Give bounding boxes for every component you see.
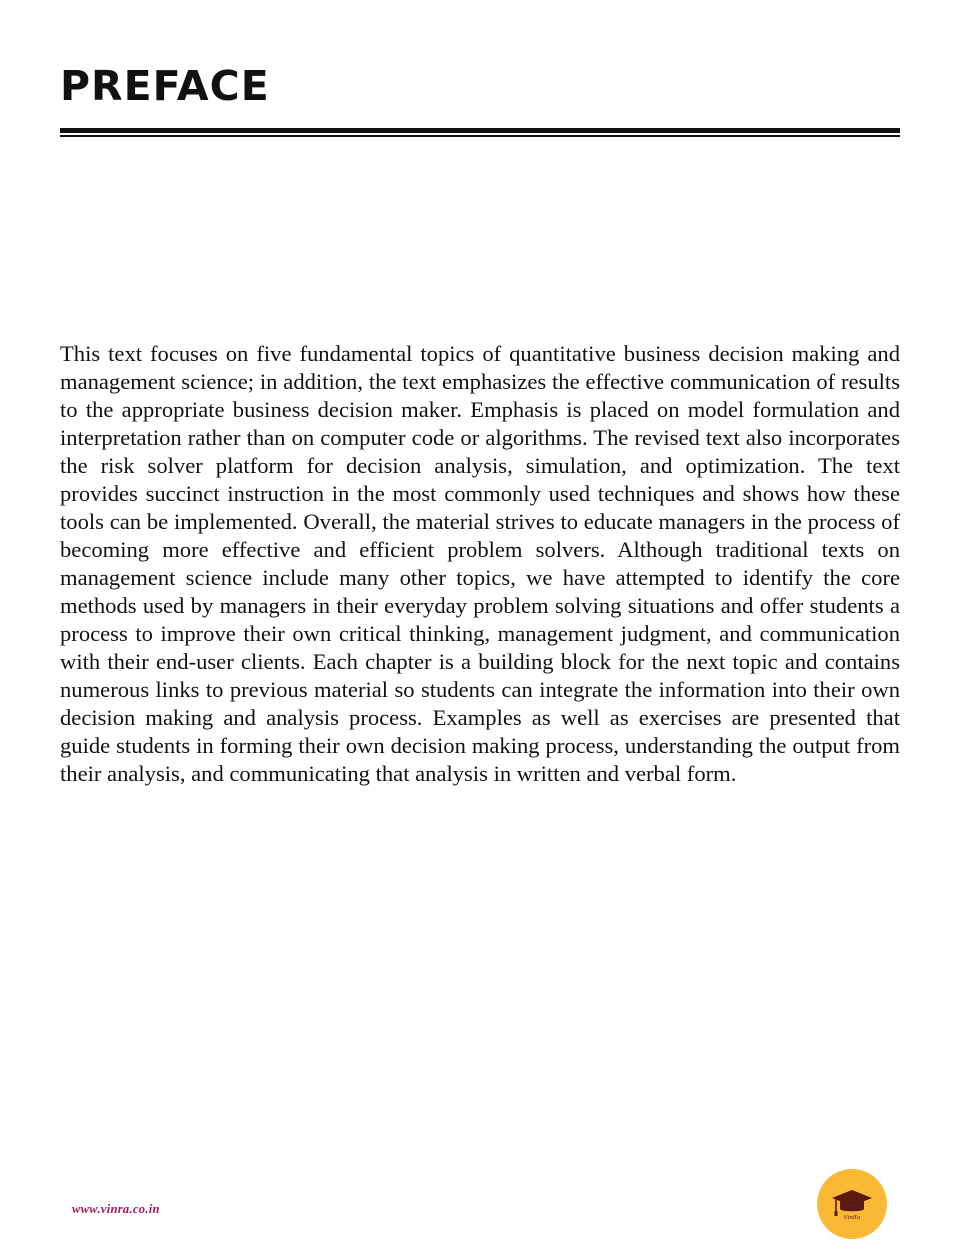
- title-divider-thick: [60, 128, 900, 133]
- logo-caption: VinRa: [843, 1215, 861, 1221]
- page-title: PREFACE: [60, 62, 270, 110]
- publisher-logo: [817, 1169, 887, 1239]
- preface-paragraph: This text focuses on five fundamental topics of quantitative business decision making and management science; in addition, the text emphasizes the effective communication of results to the appropriate business decision maker. Emphasis is placed on model formulation and interpretation rather than on computer code or algorithms. The revised text also incorporates the risk solver platform for decision analysis, simulation, and optimization. The text provides succinct instruction in the most commonly used techniques and shows how these tools can be implemented. Overall, the material strives to educate managers in the process of becoming more effective and efficient problem solvers. Although traditional texts on management science include many other topics, we have attempted to identify the core methods used by managers in their everyday problem solving situations and offer students a process to improve their own critical thinking, management judgment, and communication with their end-user clients. Each chapter is a building block for the next topic and contains numerous links to previous material so students can integrate the information into their own decision making and analysis process. Examples as well as exercises are presented that guide students in forming their own decision making process, understanding the output from their analysis, and communicating that analysis in written and verbal form.: [60, 341, 900, 786]
- graduation-cap-icon: [830, 1184, 874, 1224]
- footer-website-link[interactable]: www.vinra.co.in: [72, 1202, 160, 1216]
- title-divider-thin: [60, 135, 900, 137]
